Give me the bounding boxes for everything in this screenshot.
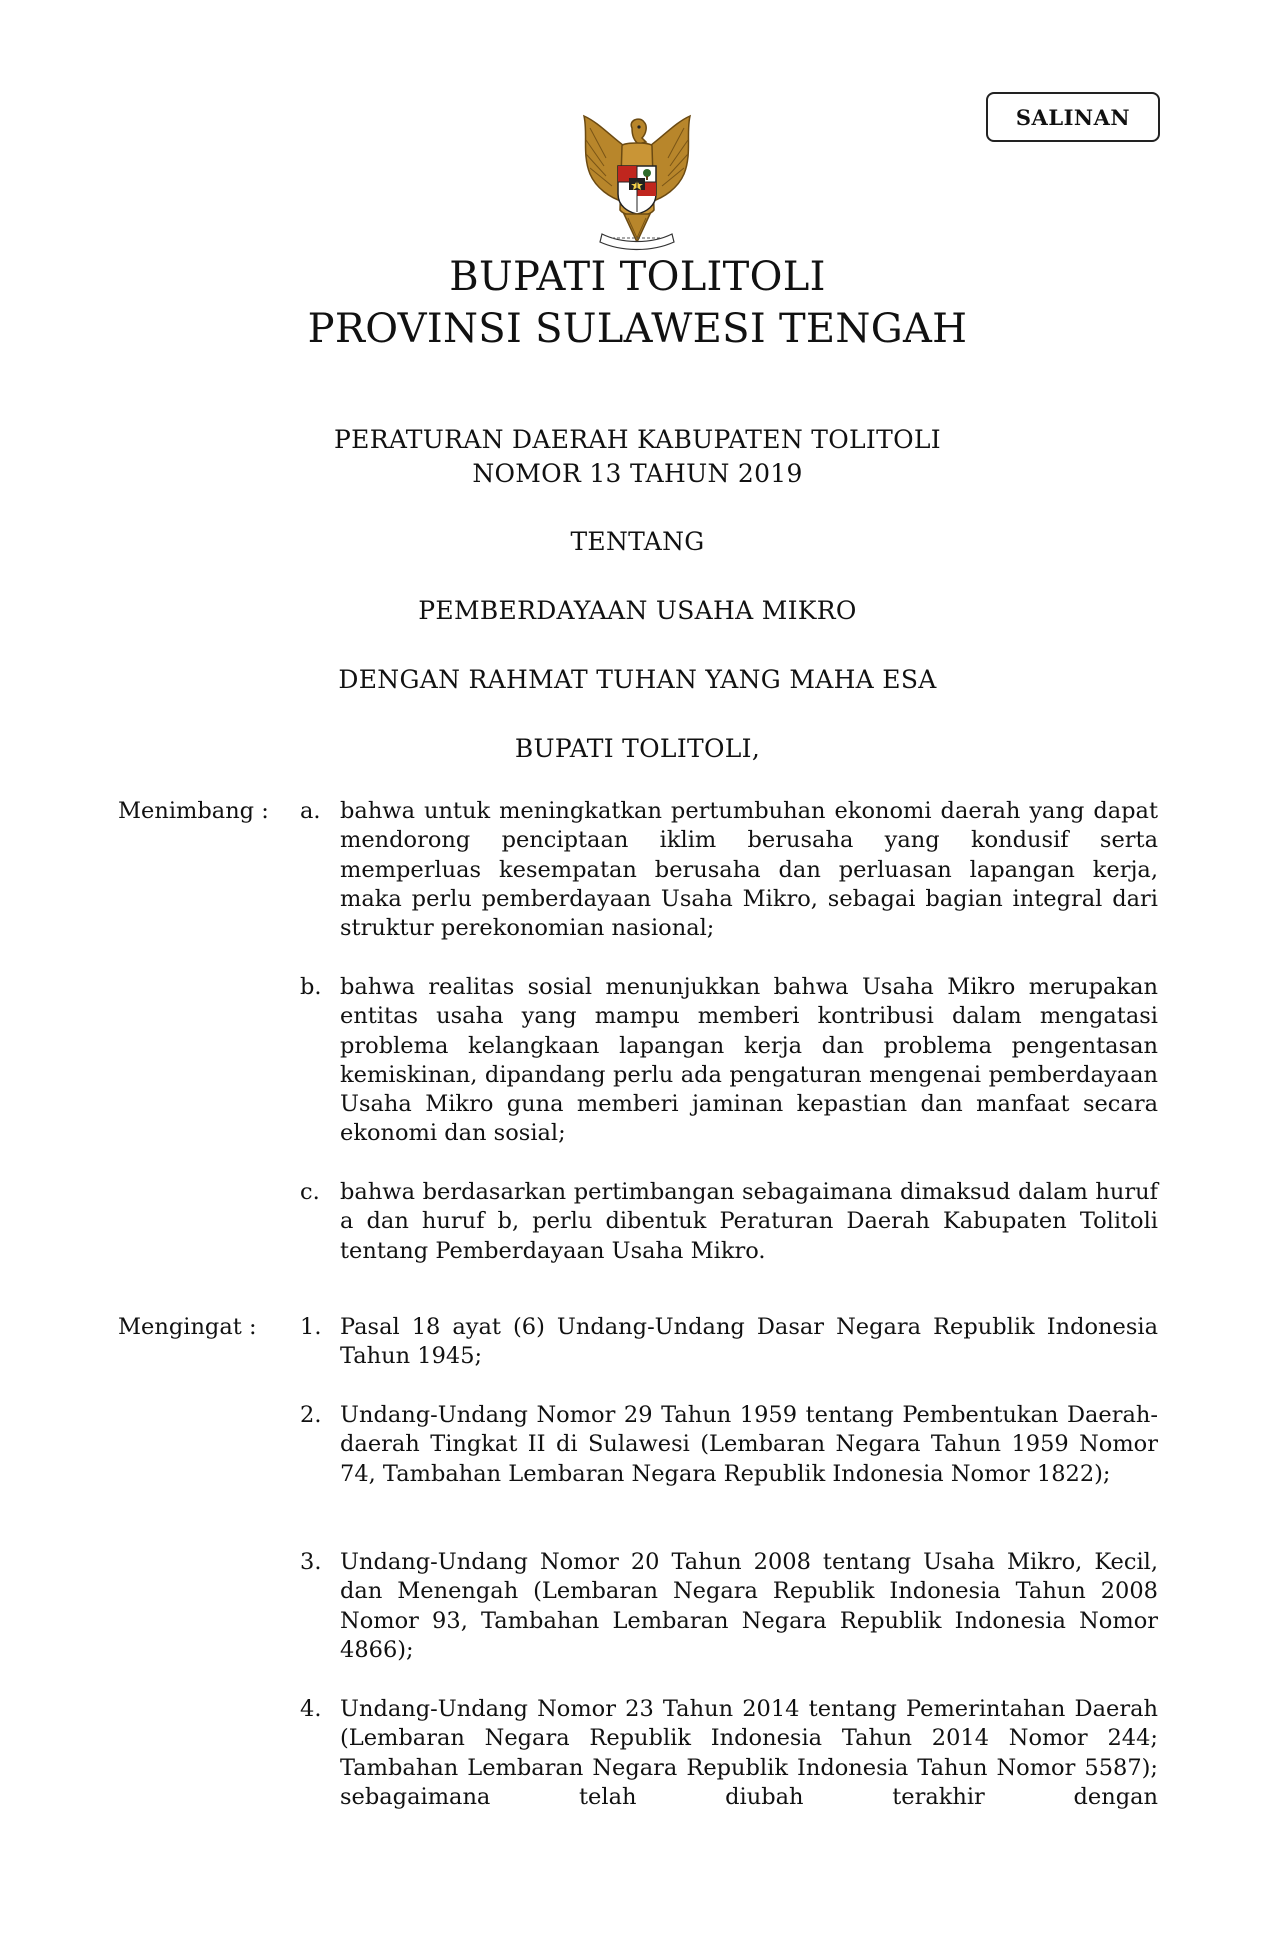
menimbang-label: Menimbang : [118, 798, 269, 824]
menimbang-item-b: bahwa realitas sosial menunjukkan bahwa Usaha Mikro merupakan entitas usaha yang mampu memberi kontribusi dalam mengatasi problema kelangkaan lapangan kerja dan problema pengentasan kemiskinan, dipandang perlu ada pengaturan mengenai pemberdayaan Usaha Mikro guna memberi jaminan kepastian dan manfaat secara ekonomi dan sosial; [340, 974, 1158, 1147]
mengingat-marker-3: 3. [300, 1549, 322, 1575]
regulation-about: TENTANG [570, 527, 705, 556]
regulation-issuer: BUPATI TOLITOLI, [514, 734, 761, 763]
regulation-subject: PEMBERDAYAAN USAHA MIKRO [418, 596, 857, 625]
regulation-title: PERATURAN DAERAH KABUPATEN TOLITOLI [334, 425, 941, 454]
menimbang-marker-b: b. [300, 974, 322, 1000]
header-title-province: PROVINSI SULAWESI TENGAH [307, 306, 968, 352]
mengingat-item-4: Undang-Undang Nomor 23 Tahun 2014 tentang Pemerintahan Daerah (Lembaran Negara Republik Indonesia Tahun 2014 Nomor 244; Tambahan Lembaran Negara Republik Indonesia Tahun Nomor 5587); sebagaimana telah diubah terakhir dengan [340, 1696, 1158, 1810]
menimbang-marker-c: c. [300, 1179, 320, 1205]
mengingat-marker-4: 4. [300, 1696, 322, 1722]
regulation-invocation: DENGAN RAHMAT TUHAN YANG MAHA ESA [338, 665, 937, 694]
salinan-stamp: SALINAN [986, 92, 1160, 142]
mengingat-item-3: Undang-Undang Nomor 20 Tahun 2008 tentang Usaha Mikro, Kecil, dan Menengah (Lembaran Negara Republik Indonesia Tahun 2008 Nomor 93, Tambahan Lembaran Negara Republik Indonesia Nomor 4866); [340, 1549, 1158, 1663]
menimbang-item-c: bahwa berdasarkan pertimbangan sebagaimana dimaksud dalam huruf a dan huruf b, perlu dibentuk Peraturan Daerah Kabupaten Tolitoli tentang Pemberdayaan Usaha Mikro. [340, 1179, 1158, 1264]
mengingat-item-2: Undang-Undang Nomor 29 Tahun 1959 tentang Pembentukan Daerah-daerah Tingkat II di Sulawesi (Lembaran Negara Tahun 1959 Nomor 74, Tambahan Lembaran Negara Republik Indonesia Nomor 1822); [340, 1402, 1158, 1487]
mengingat-label: Mengingat : [118, 1314, 257, 1340]
mengingat-marker-1: 1. [300, 1314, 322, 1340]
mengingat-item-1: Pasal 18 ayat (6) Undang-Undang Dasar Negara Republik Indonesia Tahun 1945; [340, 1314, 1158, 1370]
header-title-regent: BUPATI TOLITOLI [449, 254, 826, 300]
regulation-number: NOMOR 13 TAHUN 2019 [472, 459, 803, 488]
menimbang-item-a: bahwa untuk meningkatkan pertumbuhan ekonomi daerah yang dapat mendorong penciptaan iklim berusaha yang kondusif serta memperluas kesempatan berusaha dan perluasan lapangan kerja, maka perlu pemberdayaan Usaha Mikro, sebagai bagian integral dari struktur perekonomian nasional; [340, 798, 1158, 942]
mengingat-marker-2: 2. [300, 1402, 322, 1428]
garuda-emblem-icon [562, 114, 712, 258]
menimbang-marker-a: a. [300, 798, 321, 824]
